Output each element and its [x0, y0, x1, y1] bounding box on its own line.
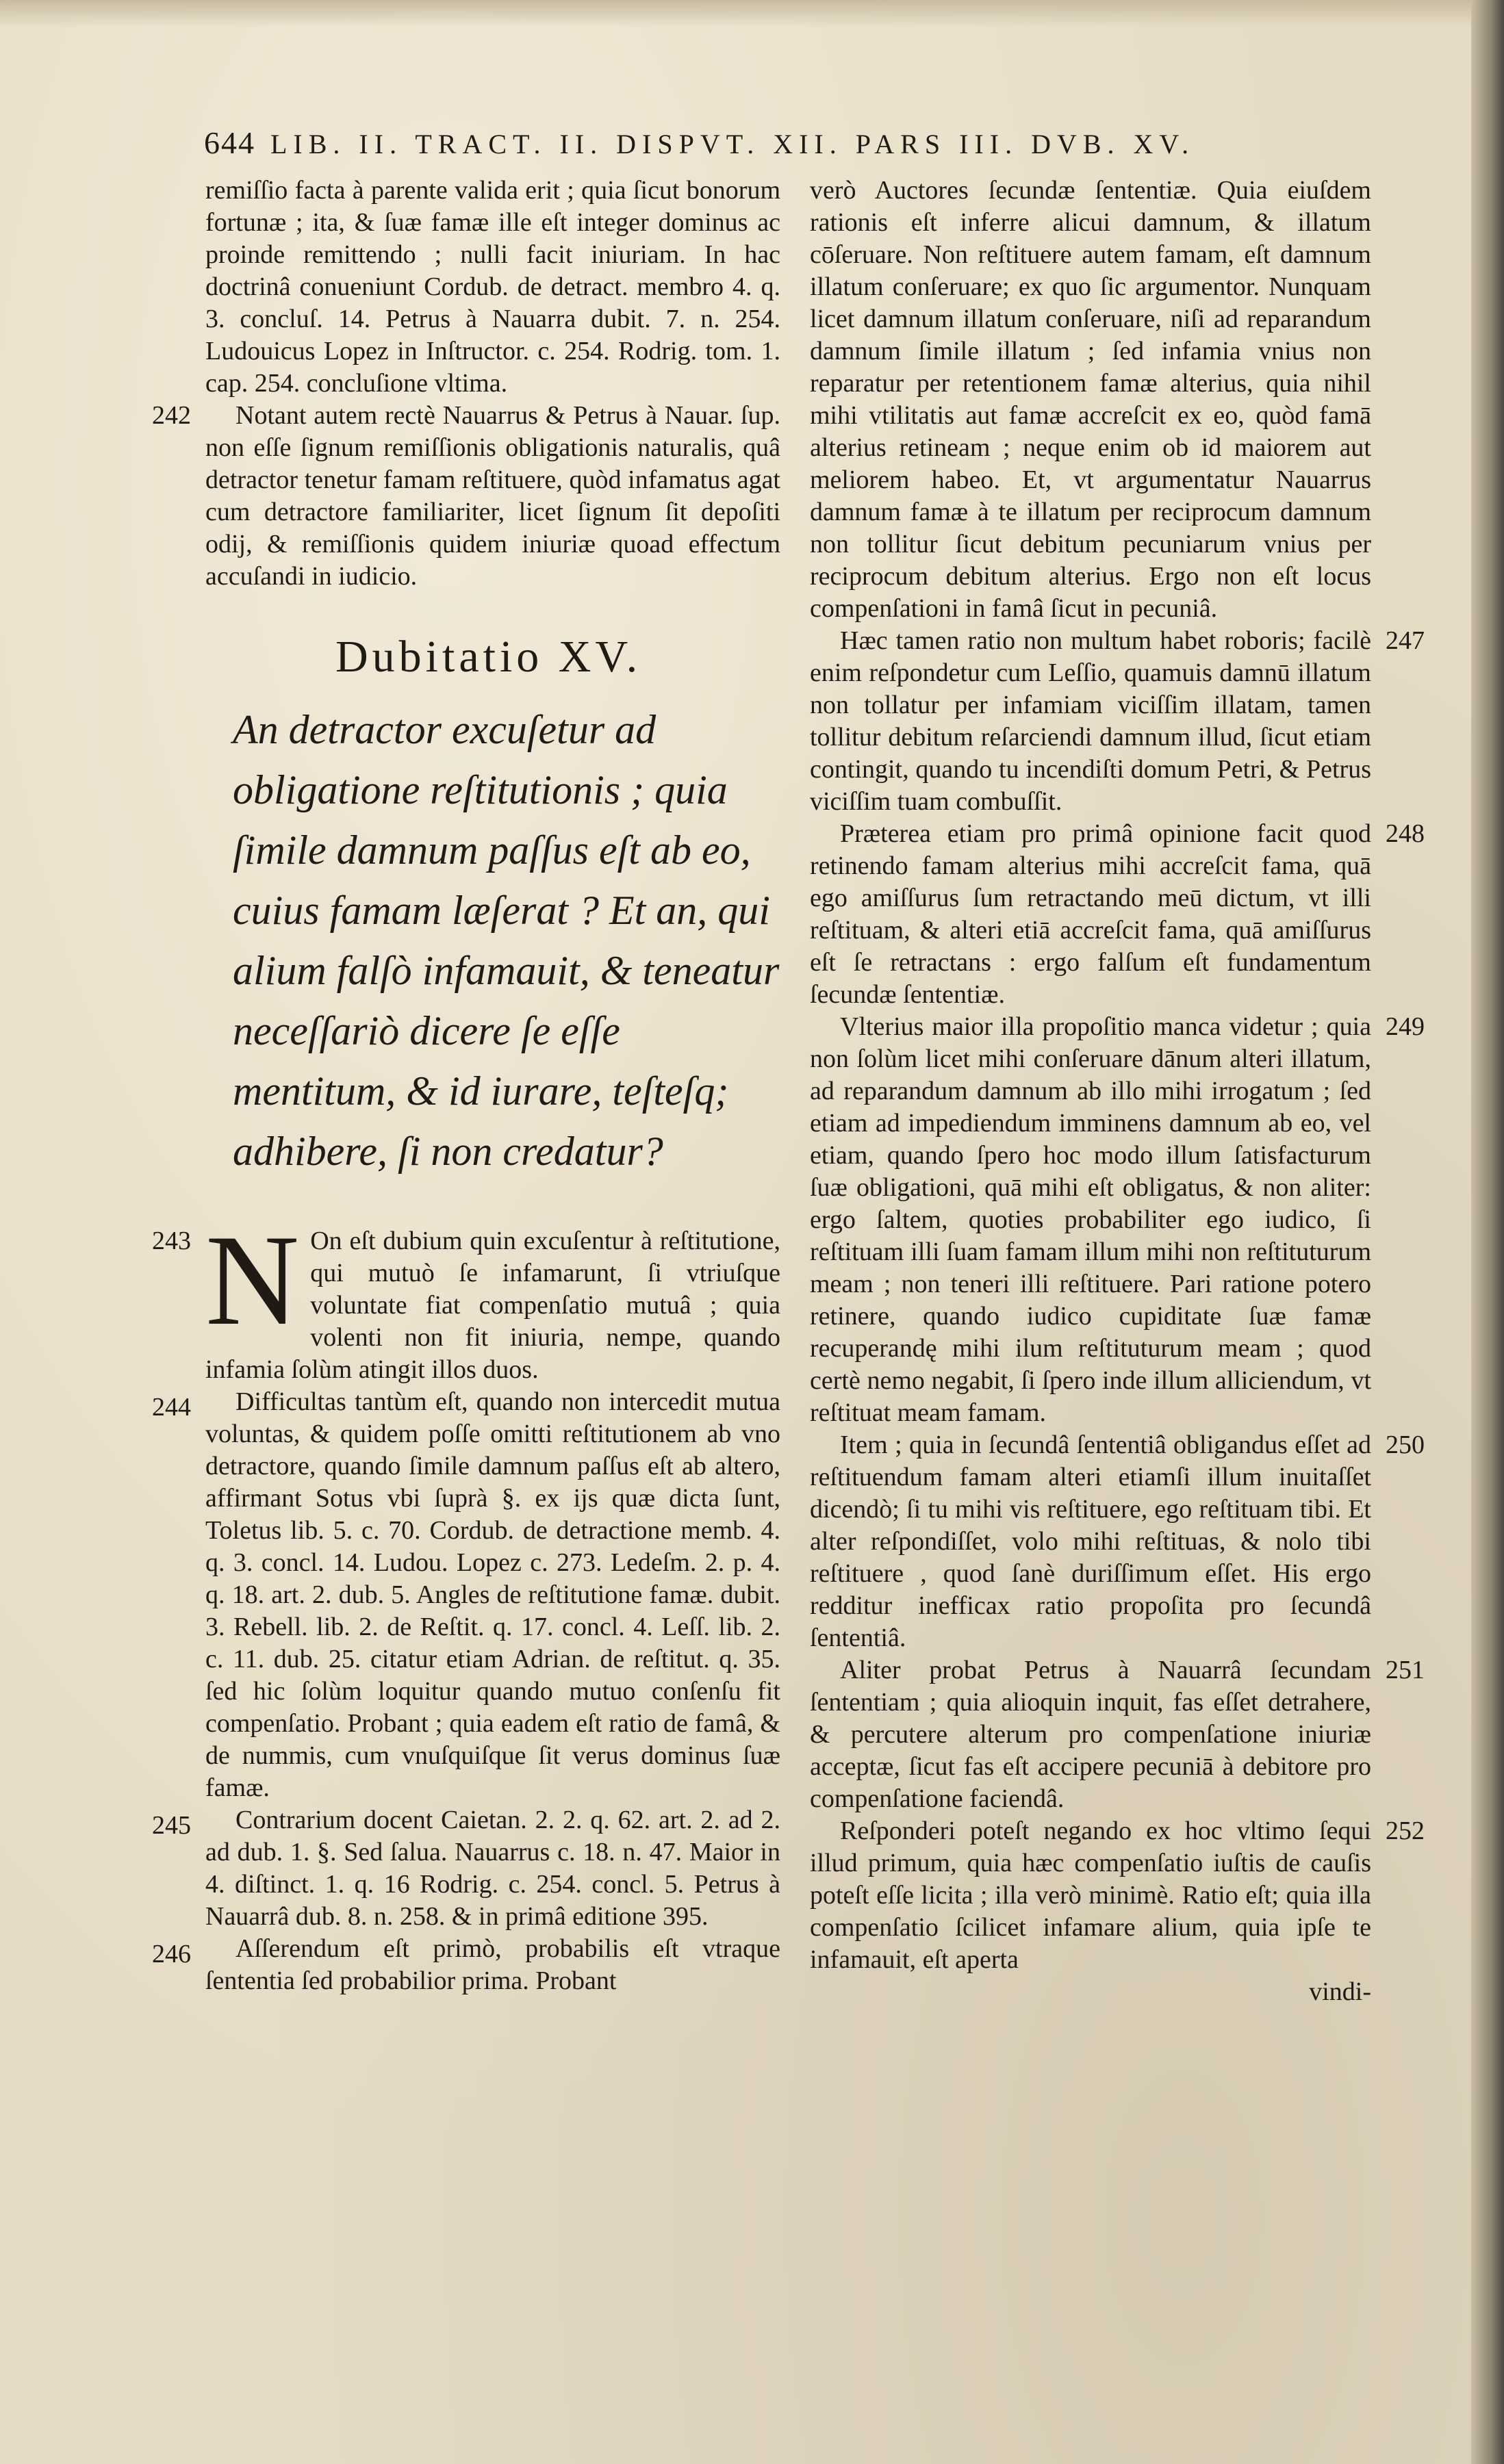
margin-number: 247: [1386, 626, 1425, 655]
margin-number: 244: [152, 1393, 191, 1422]
margin-number: 252: [1386, 1817, 1425, 1845]
paragraph-247: [810, 625, 1425, 818]
paragraph-text: Præterea etiam pro primâ opinione facit quod retinendo famam alterius mihi accreſcit fama, quā ego amiſſurus ſum retractando meū dictum, vt illi reſtituam, & alteri etiā accreſcit fama, quā amiſſurus eſt ſe retractans : ergo falſum eſt fundamentum ſecundæ ſententiæ.: [810, 819, 1371, 1009]
paragraph-250: [810, 1429, 1425, 1654]
paragraph-245: [152, 1804, 780, 1933]
paragraph-text: Item ; quia in ſecundâ ſententiâ obligandus eſſet ad reſtituendum famam alteri etiamſi illum inuitaſſet dicendò; ſi tu mihi vis reſtituere, ego reſtituam tibi. Et alter reſpondiſſet, volo mihi reſtituas, & nolo tibi reſtituere , quod ſanè duriſſimum eſſet. His ergo redditur inefficax ratio propoſita pro ſecundâ ſententiâ.: [810, 1430, 1371, 1652]
paragraph-251: [810, 1654, 1425, 1815]
paragraph-text: Reſponderi poteſt negando ex hoc vltimo ſequi illud primum, quia hæc compenſatio iuſtis de cauſis poteſt eſſe licita ; illa verò minimè. Ratio eſt; quia illa compenſatio ſcilicet infamare alium, quia ipſe te infamauit, eſt aperta: [810, 1817, 1371, 1974]
catchword-line: [810, 1976, 1371, 2008]
left-column: [152, 175, 780, 1997]
paragraph-252: [810, 1815, 1425, 1976]
paragraph-text: Vlterius maior illa propoſitio manca videtur ; quia non ſolùm licet mihi conſeruare dānum alteri illatum, ad reparandum damnum ab illo mihi irrogatum ; ſed etiam ad impediendum imminens damnum ab eo, vel etiam, quando ſpero hoc modo illum ſatisfacturum ſuæ obligationi, quā mihi eſt obligatus, & non aliter: ergo ſaltem, quoties probabiliter ego iudico, ſi reſtituam illi ſuam famam illum mihi non reſtituturum meam ; non teneri illi reſtituere. Pari ratione potero retinere, quando iudico cupiditate ſuæ famæ recuperandę mihi ilum reſtituturum meam ; quod certè nemo negabit, ſi ſpero inde illum alliciendum, vt reſtituat meam famam.: [810, 1012, 1371, 1427]
drop-cap: N: [205, 1209, 300, 1352]
margin-number: 245: [152, 1811, 191, 1840]
paragraph-text: Hæc tamen ratio non multum habet roboris; facilè enim reſpondetur cum Leſſio, quamuis damnū illatum non tollatur per infamiam viciſſim illatam, tamen tollitur debitum reſarciendi damnum illud, ſicut etiam contingit, quando tu incendiſti domum Petri, & Petrus viciſſim tuam combuſſit.: [810, 626, 1371, 816]
margin-number: 248: [1386, 819, 1425, 848]
paragraph-244: [152, 1386, 780, 1804]
paragraph-243: [152, 1209, 780, 1386]
section-question: An detractor excuſetur ad obligatione reſtitutionis ; quia ſimile damnum paſſus eſt ab eo, cuius famam læſerat ? Et an, qui alium falſò infamauit, & teneatur neceſſariò dicere ſe eſſe mentitum, & id iurare, teſteſq; adhibere, ſi non credatur?: [233, 707, 780, 1174]
paragraph-text: Aliter probat Petrus à Nauarrâ ſecundam ſententiam ; quia alioquin inquit, fas eſſet detrahere, & percutere alterum pro compenſatione iniuriæ acceptæ, ſicut fas eſt accipere pecuniā à debitore pro compenſatione faciendâ.: [810, 1656, 1371, 1813]
page-edge: [1471, 0, 1504, 2464]
paragraph-248: [810, 818, 1425, 1011]
paragraph-text: Difficultas tantùm eſt, quando non intercedit mutua voluntas, & quidem poſſe omitti reſtitutionem ab vno detractore, quando ſimile damnum paſſus eſt ab altero, affirmant Sotus vbi ſuprà §. ex ijs quæ dicta ſunt, Toletus lib. 5. c. 70. Cordub. de detractione memb. 4. q. 3. concl. 14. Ludou. Lopez c. 273. Ledeſm. 2. p. 4. q. 18. art. 2. dub. 5. Angles de reſtitutione famæ. dubit. 3. Rebell. lib. 2. de Reſtit. q. 17. concl. 4. Leſſ. lib. 2. c. 11. dub. 25. citatur etiam Adrian. de reſtitut. q. 35. ſed hic ſolùm loquitur quando mutuo conſenſu fit compenſatio. Probant ; quia eadem eſt ratio de famâ, & de nummis, cum vnuſquiſque ſit verus dominus ſuæ famæ.: [205, 1387, 780, 1802]
paragraph-249: [810, 1011, 1425, 1429]
running-title: LIB. II. TRACT. II. DISPVT. XII. PARS III. DVB. XV.: [270, 129, 1195, 159]
page-number: 644: [204, 125, 255, 160]
paragraph-text: verò Auctores ſecundæ ſententiæ. Quia eiuſdem rationis eſt inferre alicui damnum, & illatum cōſeruare. Non reſtituere autem famam, eſt damnum illatum conſeruare; ex quo ſic argumentor. Nunquam licet damnum illatum conſeruare, niſi ad reparandum damnum ſimile illatum ; ſed infamia vnius non reparatur per retentionem famæ alterius, quia nihil mihi vtilitatis aut famæ accreſcit ex eo, quòd famā alterius retineam ; neque enim ob id maiorem aut meliorem habeo. Et, vt argumentatur Nauarrus damnum famæ à te illatum per reciprocum damnum non tollitur ſicut debitum pecuniarum vnius per reciprocum debitum alterius. Ergo non eſt locus compenſationi in famâ ſicut in pecuniâ.: [810, 176, 1371, 623]
catchword: vindi-: [1309, 1977, 1371, 2006]
margin-number: 251: [1386, 1656, 1425, 1684]
paragraph: [810, 175, 1371, 625]
paragraph-text: Contrarium docent Caietan. 2. 2. q. 62. art. 2. ad 2. ad dub. 1. §. Sed ſalua. Nauarrus c. 18. n. 47. Maior in 4. diſtinct. 1. q. 16 Rodrig. c. 254. concl. 5. Petrus à Nauarrâ dub. 8. n. 258. & in primâ editione 395.: [205, 1806, 780, 1931]
paragraph-246: [152, 1933, 780, 1997]
paragraph: [205, 175, 780, 400]
paragraph-text: On eſt dubium quin excuſentur à reſtitutione, qui mutuò ſe infamarunt, ſi vtriuſque voluntate fiat compenſatio mutuâ ; quia volenti non fit iniuria, nempe, quando infamia ſolùm atingit illos duos.: [205, 1227, 780, 1384]
running-head: [204, 125, 1299, 161]
margin-number: 250: [1386, 1430, 1425, 1459]
margin-number: 249: [1386, 1012, 1425, 1041]
paragraph-text: Notant autem rectè Nauarrus & Petrus à Nauar. ſup. non eſſe ſignum remiſſionis obligationis naturalis, quâ detractor tenetur famam reſtituere, quòd infamatus agat cum detractore familiariter, licet ſignum ſit depoſiti odij, & remiſſionis quidem iniuriæ quoad effectum accuſandi in iudicio.: [205, 401, 780, 591]
paragraph-text: Aſſerendum eſt primò, probabilis eſt vtraque ſententia ſed probabilior prima. Probant: [205, 1934, 780, 1995]
margin-number: 242: [152, 401, 191, 430]
margin-number: 246: [152, 1940, 191, 1968]
paragraph-text: remiſſio facta à parente valida erit ; quia ſicut bonorum fortunæ ; ita, & ſuæ famæ ille eſt integer dominus ac proinde remittendo ; nulli facit iniuriam. In hac doctrinâ conueniunt Cordub. de detract. membro 4. q. 3. concluſ. 14. Petrus à Nauarra dubit. 7. n. 254. Ludouicus Lopez in Inſtructor. c. 254. Rodrig. tom. 1. cap. 254. concluſione vltima.: [205, 176, 780, 398]
page-top-shadow: [0, 0, 1479, 27]
paragraph-242: [152, 400, 780, 593]
margin-number: 243: [152, 1227, 191, 1255]
right-column: [810, 175, 1425, 2008]
section-heading: Dubitatio XV.: [335, 632, 642, 682]
